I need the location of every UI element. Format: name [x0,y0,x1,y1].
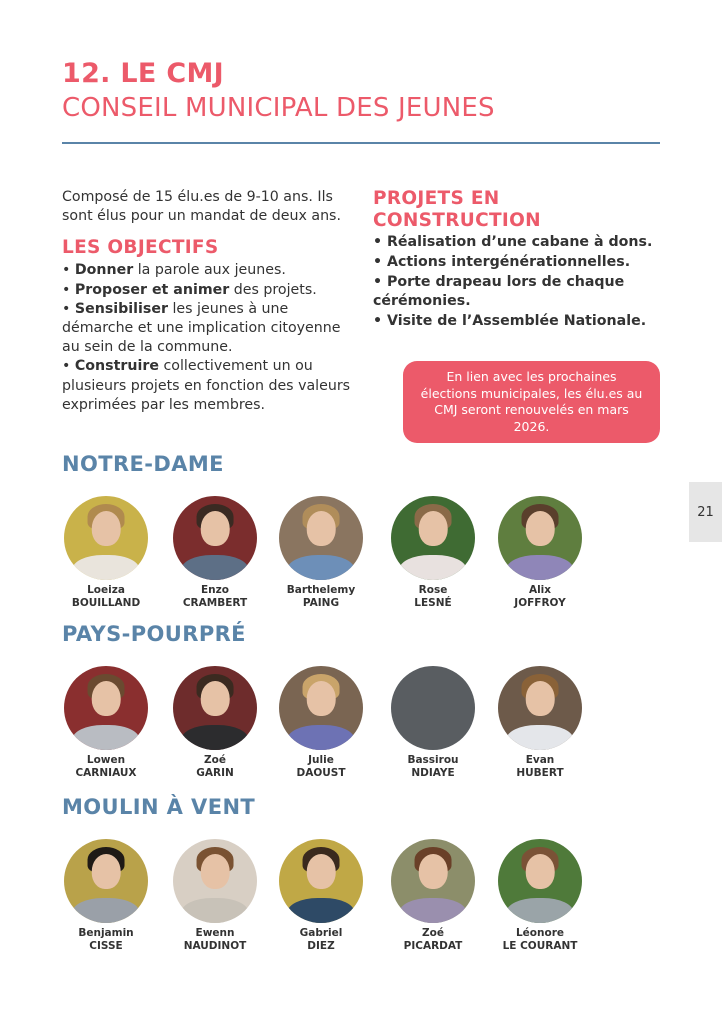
objective-item: • Sensibiliser les jeunes à une démarche et une implication citoyenne au sein de la commune. [62,300,341,356]
member-card [56,839,156,953]
photo-body [287,898,354,923]
member-first-name: Alix [528,584,552,596]
member-card [383,496,483,610]
member-name [271,584,371,610]
member-last-name: PICARDAT [403,940,463,952]
member-last-name: DIEZ [307,940,335,952]
member-name [383,584,483,610]
member-card [271,496,371,610]
member-name [490,927,590,953]
member-first-name: Enzo [201,584,229,596]
photo-face [92,854,121,889]
page-number: 21 [689,482,722,542]
photo-face [307,511,336,546]
photo-body [506,555,573,580]
member-first-name: Benjamin [78,927,134,939]
objective-keyword: Proposer et animer [74,281,230,298]
photo-face [92,511,121,546]
member-name [165,754,265,780]
photo-face [201,511,230,546]
member-photo [279,666,363,750]
group-title: NOTRE-DAME [62,452,224,476]
member-card [165,666,265,780]
photo-body [72,555,139,580]
member-name [56,754,156,780]
objective-item: • Donner la parole aux jeunes. [62,262,286,279]
member-last-name: CISSE [89,940,123,952]
member-last-name: BOUILLAND [71,597,141,609]
member-last-name: JOFFROY [514,597,566,609]
member-card [490,666,590,780]
page-subtitle: CONSEIL MUNICIPAL DES JEUNES [62,93,495,123]
member-name [165,584,265,610]
photo-face [526,511,555,546]
member-name [490,754,590,780]
photo-body [181,898,248,923]
group-title: MOULIN À VENT [62,795,256,819]
left-column [62,188,362,415]
member-card [383,839,483,953]
member-row [0,496,722,616]
photo-body [506,725,573,750]
project-item: • Actions intergénérationnelles. [373,253,631,270]
member-first-name: Julie [308,754,334,766]
member-photo [391,496,475,580]
photo-body [287,725,354,750]
member-first-name: Léonore [515,927,564,939]
member-first-name: Loeiza [87,584,125,596]
objectives-list [62,261,362,415]
photo-face [92,681,121,716]
member-last-name: LESNÉ [414,597,452,609]
objective-keyword: Sensibiliser [74,300,168,317]
photo-face [307,854,336,889]
member-last-name: PAING [302,597,340,609]
member-photo [279,496,363,580]
member-name [271,927,371,953]
member-photo [279,839,363,923]
objective-text: collectivement un ou plusieurs projets en fonction des valeurs exprimées par les membres. [62,358,351,413]
photo-body [399,555,466,580]
project-item: • Visite de l’Assemblée Nationale. [373,313,647,330]
member-first-name: Zoé [422,927,444,939]
member-row [0,839,722,959]
member-first-name: Rose [418,584,448,596]
member-last-name: LE COURANT [502,940,578,952]
member-first-name: Bassirou [407,754,459,766]
page-title-block [62,58,495,124]
photo-body [72,898,139,923]
member-photo [391,666,475,750]
member-first-name: Zoé [204,754,226,766]
member-card [490,496,590,610]
photo-face [419,511,448,546]
member-last-name: CARNIAUX [75,767,137,779]
member-name [56,927,156,953]
objective-keyword: Construire [74,358,159,375]
member-last-name: GARIN [196,767,234,779]
member-photo [498,496,582,580]
photo-body [72,725,139,750]
member-first-name: Barthelemy [286,584,356,596]
member-card [490,839,590,953]
member-card [271,839,371,953]
member-last-name: NAUDINOT [183,940,247,952]
member-last-name: NDIAYE [411,767,455,779]
photo-face [307,681,336,716]
photo-face [201,854,230,889]
objective-keyword: Donner [74,262,134,279]
group-title: PAYS-POURPRÉ [62,622,246,646]
objective-text: la parole aux jeunes. [133,262,286,279]
objective-item: • Construire collectivement un ou plusieurs projets en fonction des valeurs exprimées par les membres. [62,358,351,413]
member-photo [498,839,582,923]
member-card [165,496,265,610]
member-name [271,754,371,780]
project-item: • Porte drapeau lors de chaque cérémonies. [373,273,625,310]
member-name [383,927,483,953]
member-card [271,666,371,780]
member-photo [173,496,257,580]
objective-text: des projets. [229,281,317,298]
member-card [56,666,156,780]
photo-body [506,898,573,923]
member-card [165,839,265,953]
member-name [165,927,265,953]
member-first-name: Lowen [86,754,126,766]
photo-body [181,555,248,580]
photo-face [419,854,448,889]
project-item: • Réalisation d’une cabane à dons. [373,234,653,250]
page-title: 12. LE CMJ [62,58,225,89]
member-photo [64,839,148,923]
member-first-name: Ewenn [195,927,235,939]
member-first-name: Evan [525,754,555,766]
member-photo [498,666,582,750]
member-card [383,666,483,780]
member-last-name: DAOUST [296,767,346,779]
photo-face [201,681,230,716]
member-photo [391,839,475,923]
photo-body [399,898,466,923]
member-row [0,666,722,786]
projects-heading: PROJETS EN CONSTRUCTION [373,188,541,231]
objective-item: • Proposer et animer des projets. [62,281,317,298]
title-divider [62,142,660,144]
member-photo [64,666,148,750]
photo-face [526,854,555,889]
member-photo [173,839,257,923]
member-last-name: CRAMBERT [182,597,248,609]
member-last-name: HUBERT [516,767,564,779]
member-name [490,584,590,610]
member-first-name: Gabriel [299,927,343,939]
intro-text: Composé de 15 élu.es de 9-10 ans. Ils sont élus pour un mandat de deux ans. [62,189,341,225]
member-card [56,496,156,610]
member-photo [173,666,257,750]
renewal-notice-text: En lien avec les prochaines élections municipales, les élu.es au CMJ seront renouvelés en mars 2026. [420,369,643,434]
member-name [56,584,156,610]
photo-body [287,555,354,580]
right-column [373,188,663,332]
member-name [383,754,483,780]
photo-body [181,725,248,750]
member-photo [64,496,148,580]
renewal-notice [403,361,660,443]
objective-text: les jeunes à une démarche et une implication citoyenne au sein de la commune. [62,300,341,356]
photo-face [526,681,555,716]
projects-list [373,233,663,332]
objectives-heading: LES OBJECTIFS [62,237,219,259]
